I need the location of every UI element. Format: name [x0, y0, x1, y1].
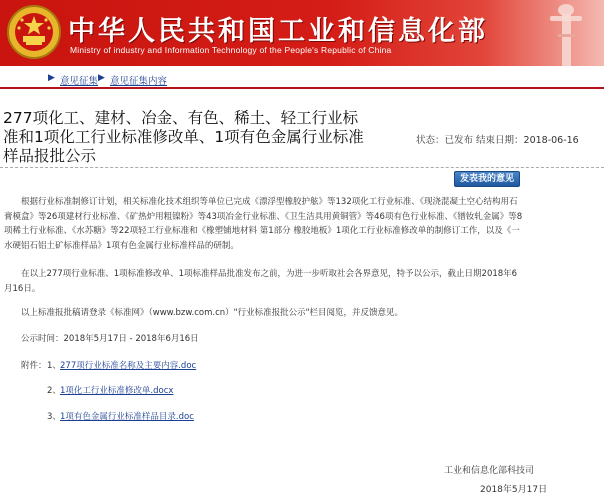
body-paragraph-3: 以上标准报批稿请登录《标准网》（www.bzw.com.cn）"行业标准报批公示"栏目阅览，并反馈意见。: [21, 308, 403, 318]
breadcrumb-arrow-icon: ▶: [48, 73, 55, 83]
header-divider: [0, 167, 604, 168]
attachments-label: 附件：: [21, 361, 47, 371]
issuing-department: 工业和信息化部科技司: [444, 466, 535, 476]
breadcrumb-arrow-icon: ▶: [98, 73, 105, 83]
notice-title: 277项化工、建材、冶金、有色、稀土、轻工行业标准和1项化工行业标准修改单、1项有色金属行业标准样品报批公示: [3, 109, 364, 165]
body-paragraph-2: 在以上277项行业标准、1项标准修改单、1项标准样品批准发布之前，为进一步听取社会各界意见，特予以公示，截止日期2018年6月16日。: [4, 269, 518, 294]
attachment-number: 3、: [47, 412, 61, 422]
breadcrumb-item-opinion-collection[interactable]: 意见征集: [60, 76, 99, 87]
publicity-period: 公示时间：2018年5月17日 - 2018年6月16日: [21, 334, 199, 344]
breadcrumb: [0, 70, 604, 89]
body-paragraph-1: 根据行业标准制修订计划，相关标准化技术组织等单位已完成《漂浮型橡胶护舷》等132项化工行业标准、《现浇混凝土空心结构用石膏模盒》等26项建材行业标准、《矿热炉用粗镍粉》等43项冶金行业标准、《卫生洁具用黄铜管》等46项有色行业标准、《镨钕轧金属》等8项稀土行业标准、《水苏糖》等22项轻工行业标准和《橡塑铺地材料 第1部分 橡胶地板》1项化工行业标准修改单的制修订工作，以及《一水硬铝石铝土矿标准样品》1项有色金属行业标准样品的研制。: [4, 197, 523, 251]
attachment-link-2[interactable]: 1项化工行业标准修改单.docx: [60, 386, 174, 396]
site-banner: [0, 0, 604, 66]
submit-feedback-button[interactable]: 发表我的意见: [454, 171, 520, 187]
attachment-number: 2、: [47, 386, 61, 396]
site-title: 中华人民共和国工业和信息化部: [68, 16, 488, 47]
breadcrumb-item-opinion-content[interactable]: 意见征集内容: [110, 76, 168, 87]
notice-status: 状态：已发布 结束日期：2018-06-16: [416, 135, 579, 146]
attachment-number: 1、: [47, 361, 61, 371]
huabiao-pillar-icon: [536, 0, 596, 66]
site-subtitle: Ministry of industry and Information Technology of the People's Republic of China: [70, 45, 392, 55]
issue-date: 2018年5月17日: [480, 485, 548, 495]
national-emblem-icon: [6, 4, 62, 60]
attachment-link-1[interactable]: 277项行业标准名称及主要内容.doc: [60, 361, 197, 371]
attachment-link-3[interactable]: 1项有色金属行业标准样品目录.doc: [60, 412, 194, 422]
